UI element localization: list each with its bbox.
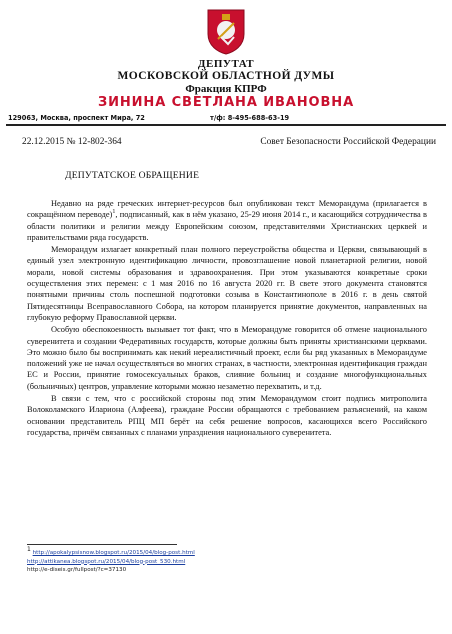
moscow-region-emblem-icon (204, 6, 248, 56)
paragraph-2: Меморандум излагает конкретный план полного переустройства общества и Церкви, связывающий в единый узел электронную идентификацию личности, провозглашение новой планетарной религии, новой морали, новой системы образования и здравоохранения. При этом указываются конкретные сроки осуществления этих перемен: с 1 мая 2016 по 16 августа 2020 гг. В свете этого документа становятся понятными причины столь поспешной подготовки созыва в Константинополе в 2016 г. в день святой Пятидесятницы Всеправославного Собора, на котором планируется принятие документов, направленных на глубокую реформу Православной церкви. (27, 245, 427, 322)
header-duma: МОСКОВСКОЙ ОБЛАСТНОЙ ДУМЫ (117, 70, 335, 82)
footnote-link-2[interactable]: http://attikanea.blogspot.ru/2015/04/blog-post_530.html (27, 558, 186, 565)
header-deputy: ДЕПУТАТ (197, 58, 255, 70)
addressee: Совет Безопасности Российской Федерации (260, 137, 436, 147)
paragraph-3: Особую обеспокоенность вызывает тот факт, что в Меморандуме говорится об отмене национального суверенитета и создании Федеративных государств, которые должны быть приняты христианскими церквами. Это можно было бы воспринимать как некий нереалистичный проект, если бы ряд указанных в Меморандуме положений уже не начал осуществляться во многих странах, в частности, электронная идентификация граждан ЕС и России, принятие гомосексуальных браков, слияние больниц и создание многофункциональных (больничных) центров, управление которыми можно незаметно перехватить, и т.д. (27, 325, 427, 391)
footnotes (27, 546, 195, 575)
phone-line: т/ф: 8-495-688-63-19 (210, 114, 290, 122)
footnote-link-1[interactable]: http://apokalypsisnow.blogspot.ru/2015/04/blog-post.html (32, 550, 195, 556)
footnote-divider (27, 544, 177, 545)
footnote-ref[interactable]: 1 (112, 209, 116, 216)
document-title: ДЕПУТАТСКОЕ ОБРАЩЕНИЕ (65, 170, 200, 181)
document-body (27, 198, 427, 438)
footnote-marker: 1 (27, 546, 31, 554)
footnote-link-3: http://e-diseis.gr/fullpost/?c=37130 (27, 567, 127, 574)
paragraph-1-text-end: , подписанный, как в нём указано, 25-29 июня 2014 г., и касающийся сотрудничества в области политики и религии между Европейским союзом, представителями Христианских церквей и правительствами ряда государств. (27, 210, 427, 242)
footnote-1 (27, 546, 195, 558)
address-line: 129063, Москва, проспект Мира, 72 (8, 114, 145, 122)
header-faction: Фракция КПРФ (185, 83, 267, 95)
paragraph-4: В связи с тем, что с российской стороны под этим Меморандумом стоит подпись митрополита Волоколамского Илариона (Алфеева), граждане России обращаются с требованием разъяснений, на каком основании представитель РПЦ МП берёт на себя решение вопросов, касающихся всего Российского государства, причём связанных с планами упразднения национального суверенитета. (27, 394, 427, 437)
deputy-name: ЗИНИНА СВЕТЛАНА ИВАНОВНА (97, 95, 355, 110)
paragraph-1 (27, 198, 427, 243)
header-divider (6, 124, 446, 126)
paragraph-1-text: Недавно на ряде греческих интернет-ресурсов был опубликован текст Меморандума (прилагается в сокращённом переводе) (27, 199, 427, 220)
date-reference: 22.12.2015 № 12-802-364 (22, 137, 122, 147)
